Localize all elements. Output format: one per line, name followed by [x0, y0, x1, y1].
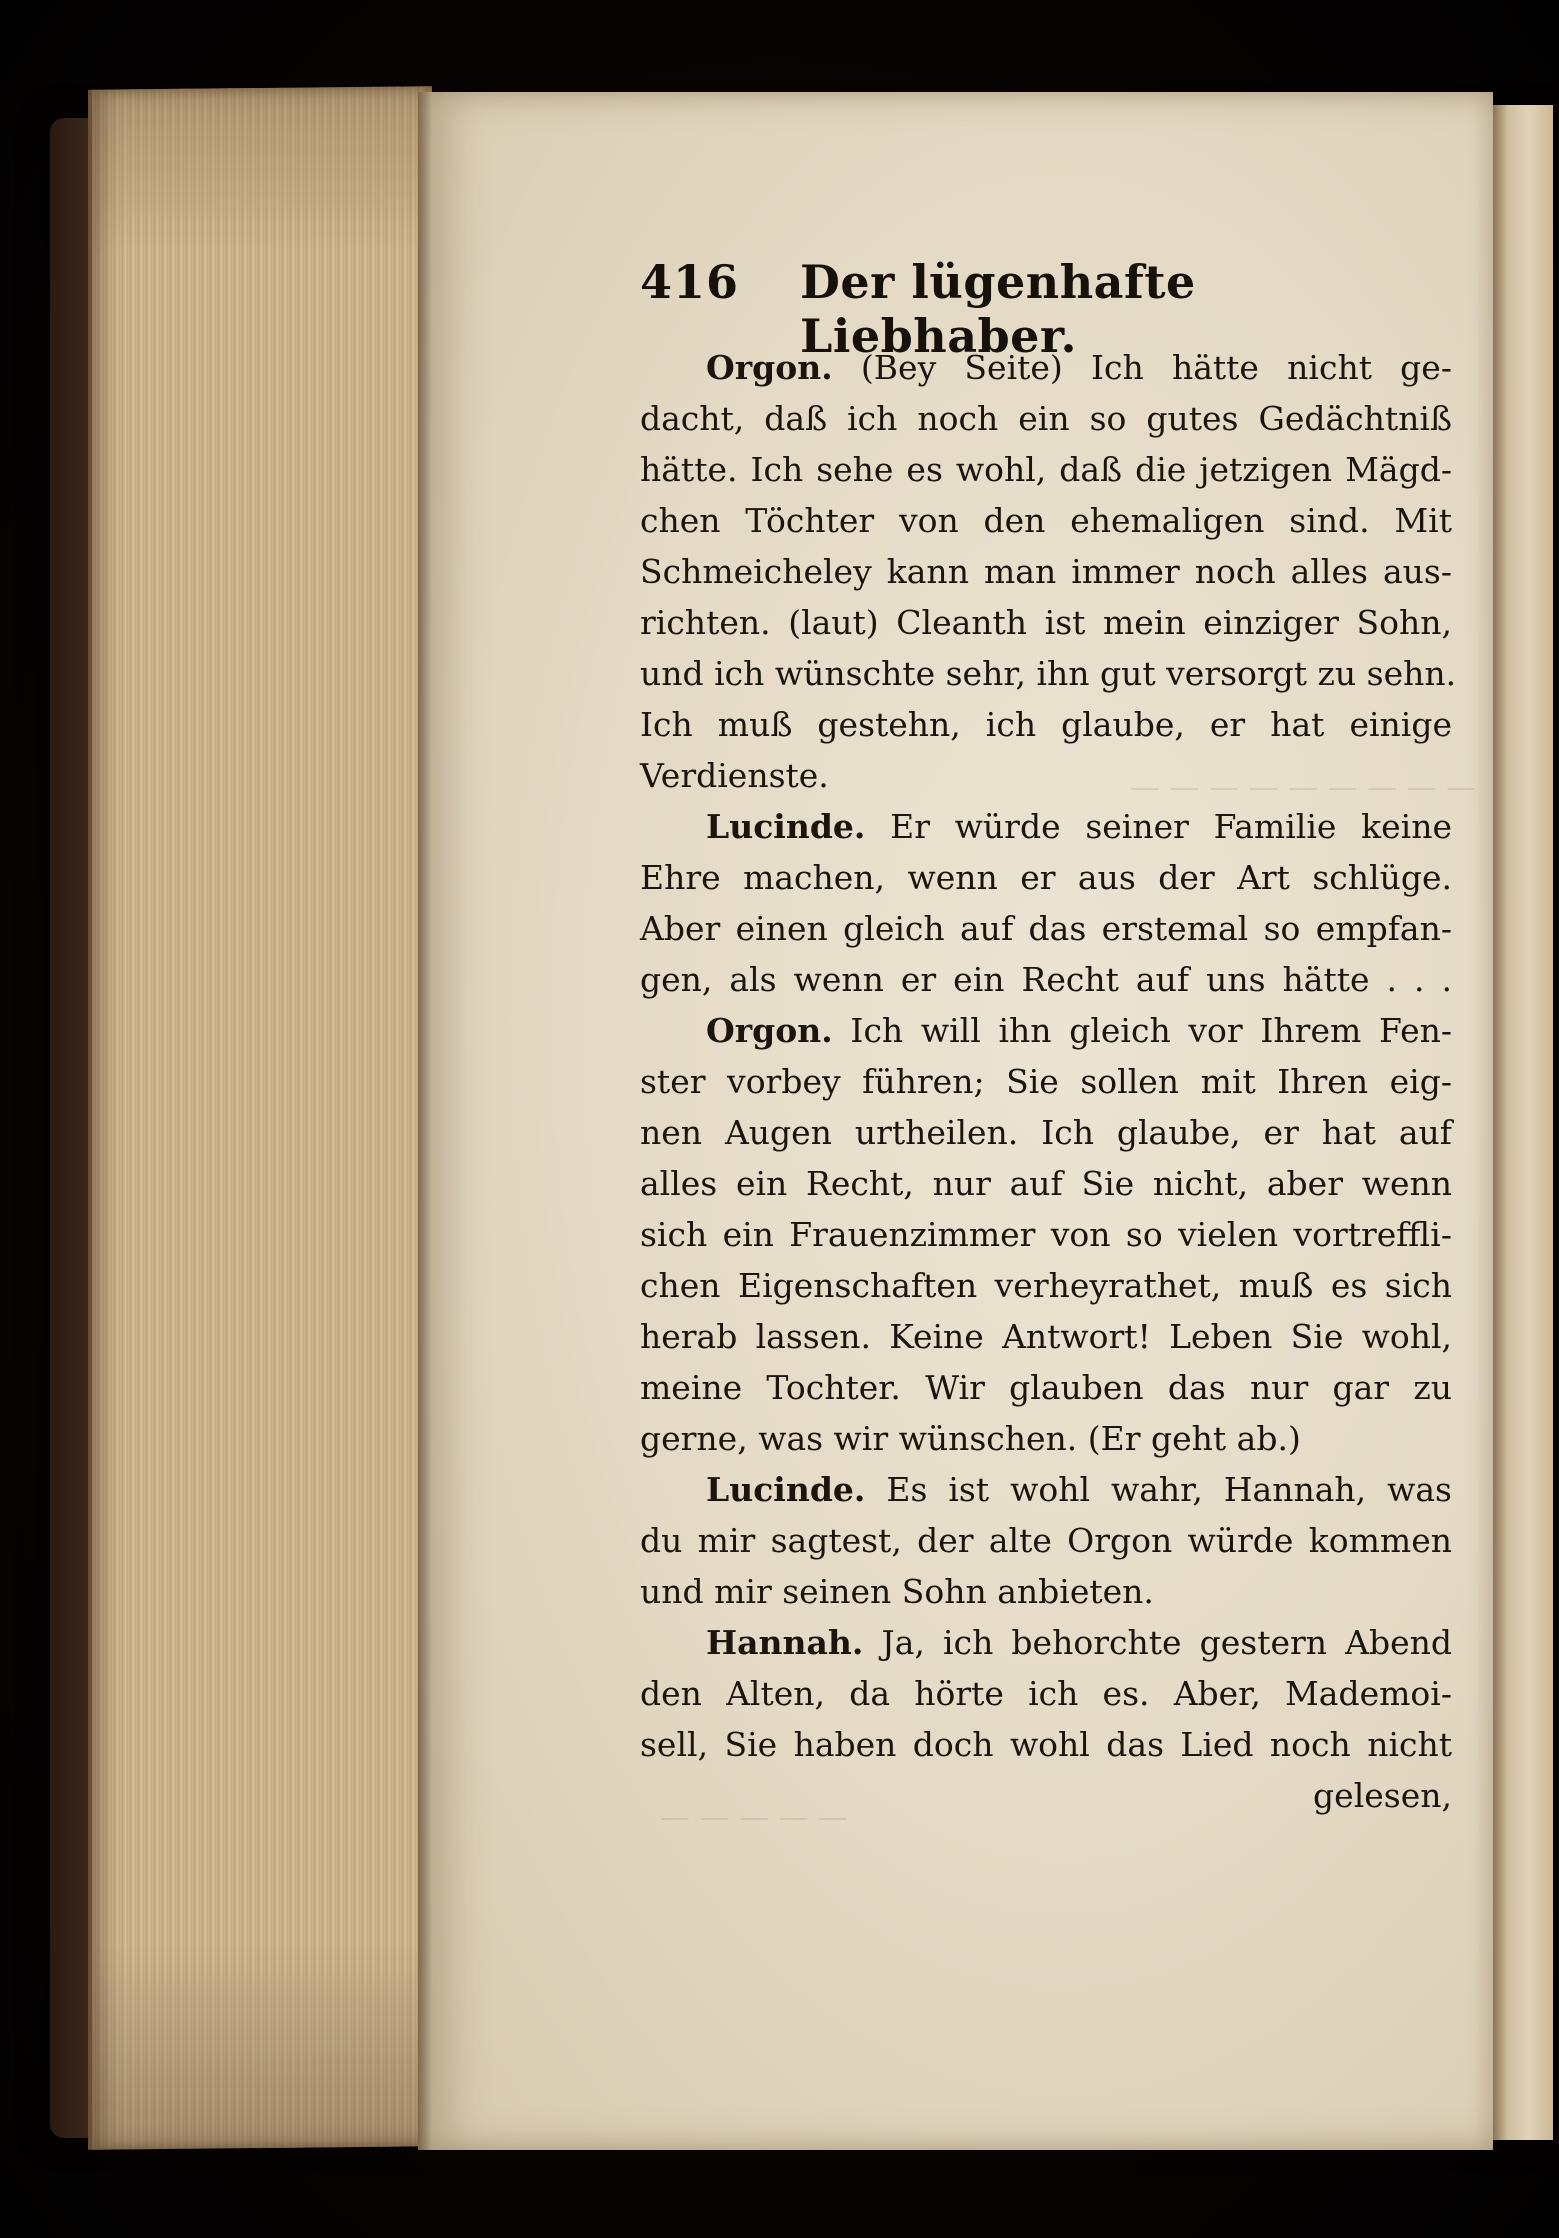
line-text: sell, Sie haben doch wohl das Lied noch nicht: [640, 1725, 1452, 1764]
speaker-name: Lucinde.: [706, 1470, 866, 1509]
line-text: alles ein Recht, nur auf Sie nicht, aber wenn: [640, 1164, 1452, 1203]
line-text: hätte. Ich sehe es wohl, daß die jetzigen Mägd-: [640, 450, 1452, 489]
line-text: Ehre machen, wenn er aus der Art schlüge.: [640, 858, 1452, 897]
text-line: [640, 1260, 1452, 1311]
line-text: Ich will ihn gleich vor Ihrem Fen-: [850, 1011, 1452, 1050]
line-text: Er würde seiner Familie keine: [890, 807, 1452, 846]
text-line: [640, 393, 1452, 444]
text-line: [640, 1668, 1452, 1719]
line-text: dacht, daß ich noch ein so gutes Gedächtniß: [640, 399, 1452, 438]
text-line: [640, 495, 1452, 546]
page-header: [640, 255, 1340, 363]
line-text: gen, als wenn er ein Recht auf uns hätte . . .: [640, 960, 1452, 999]
text-line: [640, 1617, 1452, 1668]
text-line: [640, 444, 1452, 495]
text-line: [640, 750, 1452, 801]
line-text: und ich wünschte sehr, ihn gut versorgt zu sehn.: [640, 654, 1457, 693]
speaker-name: Orgon.: [706, 1011, 833, 1050]
page-number: 416: [640, 255, 740, 309]
text-line: [640, 1719, 1452, 1770]
line-text: Aber einen gleich auf das erstemal so empfan-: [640, 909, 1452, 948]
page-edges: [88, 86, 432, 2150]
line-text: nen Augen urtheilen. Ich glaube, er hat auf: [640, 1113, 1452, 1152]
speaker-name: Orgon.: [706, 348, 833, 387]
line-text: Verdienste.: [640, 756, 829, 795]
line-text: Ja, ich behorchte gestern Abend: [881, 1623, 1452, 1662]
line-text: richten. (laut) Cleanth ist mein einziger Sohn,: [640, 603, 1452, 642]
line-text: herab lassen. Keine Antwort! Leben Sie wohl,: [640, 1317, 1452, 1356]
speaker-name: Hannah.: [706, 1623, 864, 1662]
text-line: [640, 954, 1452, 1005]
text-line: [640, 1107, 1452, 1158]
text-line: [640, 1005, 1452, 1056]
text-line: [640, 699, 1452, 750]
text-line: [640, 1515, 1452, 1566]
text-line: [640, 1158, 1452, 1209]
line-text: du mir sagtest, der alte Orgon würde kommen: [640, 1521, 1452, 1560]
text-line: [640, 597, 1452, 648]
text-line: [640, 1413, 1452, 1464]
text-line: [640, 1770, 1452, 1821]
line-text: gerne, was wir wünschen. (Er geht ab.): [640, 1419, 1301, 1458]
text-line: [640, 342, 1452, 393]
text-line: [640, 1362, 1452, 1413]
running-title: Der lügenhafte Liebhaber.: [800, 255, 1196, 363]
text-line: [640, 1464, 1452, 1515]
text-line: [640, 903, 1452, 954]
text-line: [640, 801, 1452, 852]
facing-page-edge: [1493, 105, 1553, 2140]
line-text: sich ein Frauenzimmer von so vielen vortreffli-: [640, 1215, 1452, 1254]
text-line: [640, 1566, 1452, 1617]
line-text: meine Tochter. Wir glauben das nur gar zu: [640, 1368, 1452, 1407]
speaker-name: Lucinde.: [706, 807, 866, 846]
line-text: chen Eigenschaften verheyrathet, muß es sich: [640, 1266, 1452, 1305]
body-text: [640, 342, 1457, 1821]
line-text: den Alten, da hörte ich es. Aber, Mademoi-: [640, 1674, 1452, 1713]
text-line: [640, 546, 1452, 597]
line-text: ster vorbey führen; Sie sollen mit Ihren eig-: [640, 1062, 1452, 1101]
text-line: [640, 1209, 1452, 1260]
line-text: und mir seinen Sohn anbieten.: [640, 1572, 1154, 1611]
line-text: Schmeicheley kann man immer noch alles aus-: [640, 552, 1452, 591]
text-line: [640, 1056, 1452, 1107]
line-text: (Bey Seite) Ich hätte nicht ge-: [860, 348, 1452, 387]
text-line: [640, 852, 1452, 903]
line-text: Es ist wohl wahr, Hannah, was: [886, 1470, 1452, 1509]
text-line: [640, 1311, 1452, 1362]
line-text: Ich muß gestehn, ich glaube, er hat einige: [640, 705, 1452, 744]
line-text: chen Töchter von den ehemaligen sind. Mit: [640, 501, 1452, 540]
text-line: [640, 648, 1457, 699]
line-text: gelesen,: [1313, 1776, 1452, 1815]
